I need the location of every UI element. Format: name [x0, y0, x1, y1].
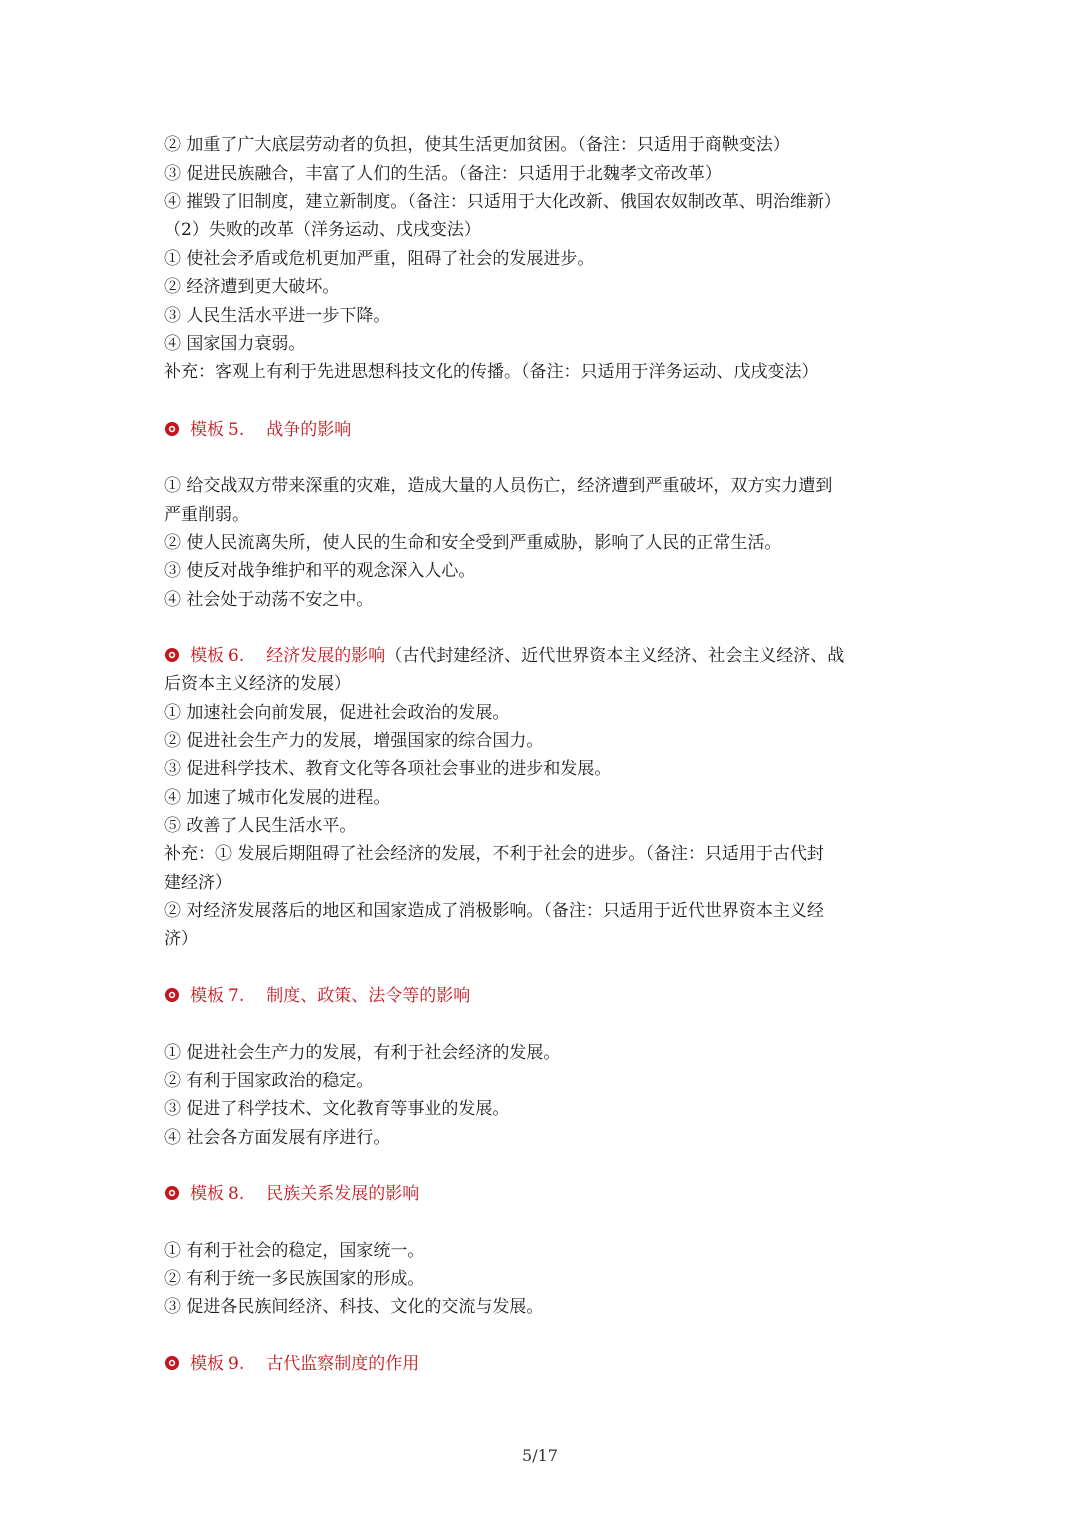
list-item: ④ 加速了城市化发展的进程。: [164, 788, 391, 808]
list-item: 后资本主义经济的发展）: [164, 674, 351, 694]
section-title: 制度、政策、法令等的影响: [266, 986, 471, 1006]
template-number: 9.: [228, 1354, 245, 1374]
list-item: ④ 社会处于动荡不安之中。: [164, 590, 374, 610]
list-item: ③ 促进各民族间经济、科技、文化的交流与发展。: [164, 1297, 544, 1317]
list-item: ② 使人民流离失所，使人民的生命和安全受到严重威胁，影响了人民的正常生活。: [164, 533, 782, 553]
section-heading-5: [164, 416, 924, 444]
section-heading-8: [164, 1180, 924, 1208]
intro-line: ② 经济遭到更大破坏。: [164, 277, 340, 297]
intro-supplement: 补充：客观上有利于先进思想科技文化的传播。（备注：只适用于洋务运动、戊戌变法）: [164, 362, 819, 382]
intro-line: ④ 摧毁了旧制度，建立新制度。（备注：只适用于大化改新、俄国农奴制改革、明治维新）: [164, 192, 841, 212]
intro-line: ③ 促进民族融合，丰富了人们的生活。（备注：只适用于北魏孝文帝改革）: [164, 164, 722, 184]
intro-line: ② 加重了广大底层劳动者的负担，使其生活更加贫困。（备注：只适用于商鞅变法）: [164, 135, 790, 155]
template-number: 6.: [228, 646, 245, 666]
template-label: 模板: [190, 420, 224, 440]
section-heading-9: [164, 1350, 924, 1378]
list-item: ② 对经济发展落后的地区和国家造成了消极影响。（备注：只适用于近代世界资本主义经: [164, 901, 824, 921]
red-flower-bullet-icon: [164, 1355, 180, 1371]
intro-line: ④ 国家国力衰弱。: [164, 334, 306, 354]
list-item: ③ 使反对战争维护和平的观念深入人心。: [164, 561, 476, 581]
section-heading-6: [164, 642, 924, 670]
list-item: 建经济）: [164, 873, 232, 893]
section-title: 经济发展的影响: [266, 646, 386, 666]
red-flower-bullet-icon: [164, 421, 180, 437]
intro-subheading: （2）失败的改革（洋务运动、戊戌变法）: [164, 220, 481, 240]
template-number: 7.: [228, 986, 245, 1006]
intro-line: ① 使社会矛盾或危机更加严重，阻碍了社会的发展进步。: [164, 249, 595, 269]
list-item: 严重削弱。: [164, 505, 249, 525]
template-label: 模板: [190, 646, 224, 666]
red-flower-bullet-icon: [164, 1185, 180, 1201]
list-item: ② 促进社会生产力的发展，增强国家的综合国力。: [164, 731, 544, 751]
list-item: ① 促进社会生产力的发展，有利于社会经济的发展。: [164, 1043, 561, 1063]
section-heading-7: [164, 982, 924, 1010]
list-item: ③ 促进了科学技术、文化教育等事业的发展。: [164, 1099, 510, 1119]
list-item: ① 给交战双方带来深重的灾难，造成大量的人员伤亡，经济遭到严重破坏，双方实力遭到: [164, 476, 833, 496]
page-number: 5/17: [522, 1446, 558, 1465]
red-flower-bullet-icon: [164, 987, 180, 1003]
list-item: ⑤ 改善了人民生活水平。: [164, 816, 357, 836]
template-label: 模板: [190, 1354, 224, 1374]
section-title-suffix: （古代封建经济、近代世界资本主义经济、社会主义经济、战: [385, 646, 845, 666]
list-item: ③ 促进科学技术、教育文化等各项社会事业的进步和发展。: [164, 759, 612, 779]
template-number: 5.: [228, 420, 245, 440]
list-item: 济）: [164, 929, 198, 949]
template-number: 8.: [228, 1184, 245, 1204]
section-title: 战争的影响: [266, 420, 352, 440]
template-label: 模板: [190, 986, 224, 1006]
template-label: 模板: [190, 1184, 224, 1204]
section-title: 民族关系发展的影响: [266, 1184, 420, 1204]
list-item: ② 有利于统一多民族国家的形成。: [164, 1269, 425, 1289]
list-item: ② 有利于国家政治的稳定。: [164, 1071, 374, 1091]
list-item: ④ 社会各方面发展有序进行。: [164, 1128, 391, 1148]
list-item: 补充：① 发展后期阻碍了社会经济的发展，不利于社会的进步。（备注：只适用于古代封: [164, 844, 824, 864]
red-flower-bullet-icon: [164, 647, 180, 663]
list-item: ① 加速社会向前发展，促进社会政治的发展。: [164, 703, 510, 723]
section-title: 古代监察制度的作用: [266, 1354, 420, 1374]
list-item: ① 有利于社会的稳定，国家统一。: [164, 1241, 425, 1261]
intro-line: ③ 人民生活水平进一步下降。: [164, 306, 391, 326]
